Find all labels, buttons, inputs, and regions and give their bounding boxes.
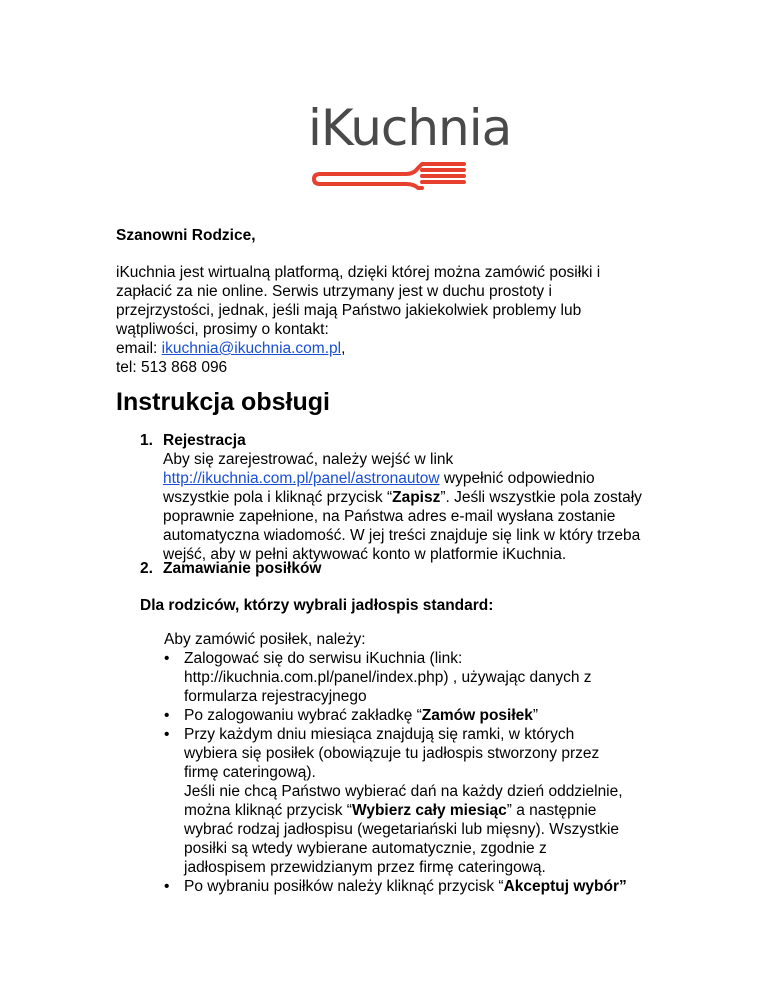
section-number: 1.: [140, 432, 153, 449]
list-item-line: [184, 801, 623, 820]
list-item-text: ” a następnie: [506, 802, 597, 819]
bullet-icon: •: [164, 707, 170, 724]
list-item-line: Jeśli nie chcą Państwo wybierać dań na każdy dzień oddzielnie,: [184, 783, 623, 800]
logo-text: iKuchnia: [308, 99, 512, 157]
list-item: [164, 877, 627, 896]
greeting: Szanowni Rodzice,: [116, 227, 256, 244]
list-item-line: wybiera się posiłek (obowiązuje tu jadłospis stworzony przez: [184, 745, 600, 762]
list-item-text: Po wybraniu posiłków należy kliknąć przycisk “: [184, 878, 504, 895]
list-item-line: Zalogować się do serwisu iKuchnia (link:: [184, 650, 463, 667]
list-item-text: Po zalogowaniu wybrać zakładkę “: [184, 707, 422, 724]
registration-line-3-pre: wszystkie pola i kliknąć przycisk “: [163, 489, 393, 506]
list-item-line: formularza rejestracyjnego: [184, 688, 367, 705]
email-link[interactable]: ikuchnia@ikuchnia.com.pl: [161, 340, 342, 357]
list-item-line: [184, 877, 627, 896]
registration-line-6: wejść, aby w pełni aktywować konto w platformie iKuchnia.: [163, 546, 567, 563]
section-title: Zamawianie posiłków: [163, 560, 322, 577]
list-item-text: można kliknąć przycisk “: [184, 802, 352, 819]
intro-line-1: iKuchnia jest wirtualną platformą, dzięki której można zamówić posiłki i: [116, 264, 601, 281]
list-item: [164, 725, 623, 877]
intro-line-3: przejrzystości, jednak, jeśli mają Państwo jakiekolwiek problemy lub: [116, 302, 582, 319]
order-intro: Aby zamówić posiłek, należy:: [164, 631, 366, 648]
order-meal-tab-label: Zamów posiłek: [421, 707, 533, 724]
email-label: email:: [116, 340, 162, 357]
bullet-icon: •: [164, 726, 170, 743]
bullet-icon: •: [164, 878, 170, 895]
registration-line-4: poprawnie zapełnione, na Państwa adres e-mail wysłana zostanie: [163, 508, 616, 525]
subheading: Dla rodziców, którzy wybrali jadłospis standard:: [140, 597, 494, 614]
email-suffix: ,: [341, 340, 346, 357]
registration-link[interactable]: http://ikuchnia.com.pl/panel/astronautow: [163, 470, 440, 487]
registration-line-2-text: wypełnić odpowiednio: [439, 470, 595, 487]
page-heading: Instrukcja obsługi: [116, 388, 330, 416]
list-item: [164, 649, 592, 706]
list-item-line: [184, 706, 538, 725]
list-item-text: ”: [532, 707, 539, 724]
section-title: Rejestracja: [163, 432, 246, 449]
registration-line-2: [163, 469, 653, 488]
phone-line: tel: 513 868 096: [116, 359, 228, 376]
list-item-line: wybrać rodzaj jadłospisu (wegetariański lub mięsny). Wszystkie: [184, 821, 620, 838]
list-item-line: posiłki są wtedy wybierane automatycznie, zgodnie z: [184, 840, 547, 857]
save-button-label: Zapisz: [392, 489, 441, 506]
accept-choice-label: Akceptuj wybór”: [503, 878, 627, 895]
registration-line-3-post: ”. Jeśli wszystkie pola zostały: [440, 489, 642, 506]
email-line: [116, 339, 345, 358]
ikuchnia-logo: [300, 99, 512, 200]
list-item-line: http://ikuchnia.com.pl/panel/index.php) , używając danych z: [184, 669, 592, 686]
list-item-line: firmę cateringową).: [184, 764, 316, 781]
select-whole-month-label: Wybierz cały miesiąc: [351, 802, 507, 819]
section-body: [163, 431, 653, 564]
fork-icon: [310, 160, 470, 196]
registration-line-1: Aby się zarejestrować, należy wejść w link: [163, 451, 454, 468]
list-item-line: jadłospisem przewidzianym przez firmę cateringową.: [184, 859, 546, 876]
list-item: [164, 706, 539, 725]
section-number: 2.: [140, 560, 153, 577]
list-item-line: Przy każdym dniu miesiąca znajdują się ramki, w których: [184, 726, 575, 743]
intro-line-4: wątpliwości, prosimy o kontakt:: [116, 321, 329, 338]
registration-line-3: [163, 488, 653, 507]
intro-line-2: zapłacić za nie online. Serwis utrzymany jest w duchu prostoty i: [116, 283, 552, 300]
registration-line-5: automatyczna wiadomość. W jej treści znajduje się link w który trzeba: [163, 527, 641, 544]
bullet-icon: •: [164, 650, 170, 667]
